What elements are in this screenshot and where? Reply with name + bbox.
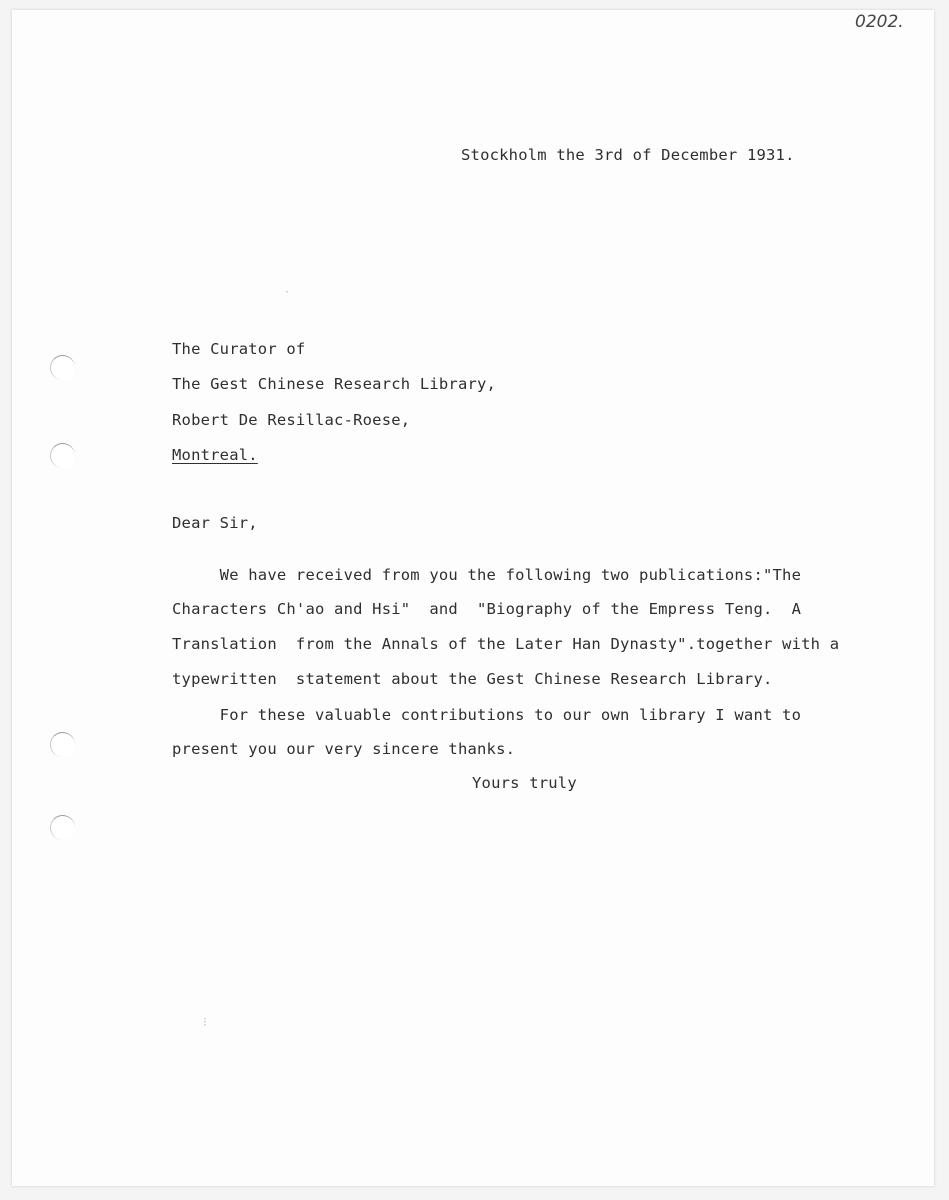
punch-hole bbox=[50, 732, 75, 757]
address-line: The Curator of bbox=[172, 340, 306, 358]
body-line: Translation from the Annals of the Later Han Dynasty".together with a bbox=[172, 635, 840, 653]
paper-speck: · bbox=[285, 285, 289, 299]
address-city: Montreal. bbox=[172, 446, 258, 464]
body-line: typewritten statement about the Gest Chinese Research Library. bbox=[172, 670, 773, 688]
archive-ref-number: 0202. bbox=[855, 12, 904, 32]
address-line: Robert De Resillac-Roese, bbox=[172, 411, 411, 429]
paper-speck: ⁝ bbox=[203, 1015, 207, 1029]
body-line: For these valuable contributions to our own library I want to bbox=[172, 706, 802, 724]
dateline: Stockholm the 3rd of December 1931. bbox=[461, 146, 795, 164]
punch-hole bbox=[50, 443, 75, 468]
body-line: Characters Ch'ao and Hsi" and "Biography of the Empress Teng. A bbox=[172, 600, 802, 618]
body-line: We have received from you the following two publications:"The bbox=[172, 566, 802, 584]
salutation: Dear Sir, bbox=[172, 514, 258, 532]
closing: Yours truly bbox=[472, 774, 577, 792]
body-line: present you our very sincere thanks. bbox=[172, 740, 516, 758]
punch-hole bbox=[50, 815, 75, 840]
address-line: The Gest Chinese Research Library, bbox=[172, 375, 497, 393]
letter-page bbox=[12, 10, 934, 1186]
punch-hole bbox=[50, 355, 75, 380]
